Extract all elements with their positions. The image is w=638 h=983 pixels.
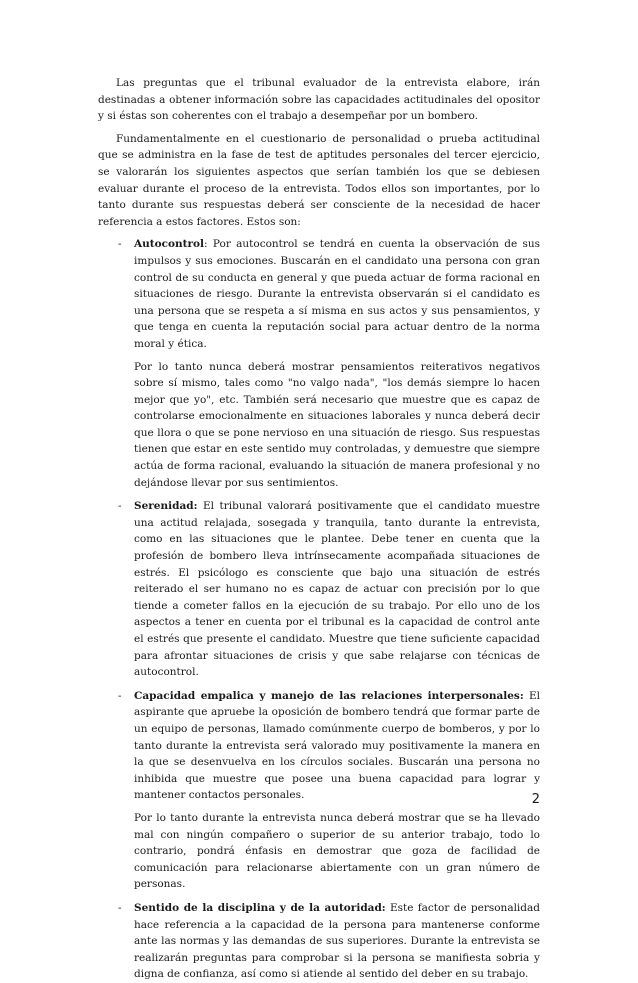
factor-serenidad	[98, 498, 540, 681]
page-number: 2	[531, 792, 540, 807]
factor-text: El tribunal valorará positivamente que el candidato muestre una actitud relajada, sosegada y tranquila, tanto durante la entrevista, como en las situaciones que le plantee. Debe tener en cuenta que la profesión de bombero lleva intrínsecamente acompañada situaciones de estrés. El psicólogo es consciente que bajo una situación de estrés reiterado el ser humano no es capaz de actuar con precisión por lo que tiende a cometer fallos en la ejecución de su trabajo. Por ello uno de los aspectos a tener en cuenta por el tribunal es la capacidad de control ante el estrés que presente el candidato. Muestre que tiene suficiente capacidad para afrontar situaciones de crisis y que sabe relajarse con técnicas de autocontrol.	[134, 500, 540, 679]
factor-capacidad-empalica	[98, 688, 540, 893]
factor-text: El aspirante que apruebe la oposición de bombero tendrá que formar parte de un equipo de personas, llamado comúnmente cuerpo de bomberos, y por lo tanto durante la entrevista será valorado muy positivamente la manera en la que se desenvuelva en los círculos sociales. Buscarán una persona no inhibida que muestre que posee una buena capacidad para lograr y mantener contactos personales.	[134, 689, 540, 802]
factor-term: Sentido de la disciplina y de la autoridad:	[134, 901, 386, 914]
factor-extra-paragraph: Por lo tanto durante la entrevista nunca deberá mostrar que se ha llevado mal con ningún compañero o superior de su anterior trabajo, todo lo contrario, pondrá énfasis en demostrar que goza de facilidad de comunicación para relacionarse abiertamente con un gran número de personas.	[134, 811, 540, 891]
factor-paragraph	[134, 688, 540, 804]
factor-paragraph	[134, 498, 540, 681]
factor-paragraph	[134, 236, 540, 352]
factor-text: Este factor de personalidad hace referencia a la capacidad de la persona para mantenerse conforme ante las normas y las demandas de sus superiores. Durante la entrevista se realizarán preguntas para comprobar si la persona se manifiesta sobria y digna de confianza, así como si atiende al sentido del deber en su trabajo.	[134, 901, 540, 981]
factor-disciplina	[98, 900, 540, 983]
bullet-dash: -	[118, 238, 122, 251]
factors-list	[98, 236, 540, 983]
factor-text: : Por autocontrol se tendrá en cuenta la observación de sus impulsos y sus emociones. Buscarán en el candidato una persona con gran control de su conducta en general y que pueda actuar de forma racional en situaciones de riesgo. Durante la entrevista observarán si el candidato es una persona que se respeta a sí misma en sus actos y sus pensamientos, y que tenga en cuenta la reputación social para actuar dentro de la norma moral y ética.	[134, 238, 540, 350]
factor-term: Serenidad:	[134, 500, 198, 513]
factor-autocontrol	[98, 236, 540, 491]
factor-term: Capacidad empalica y manejo de las relaciones interpersonales:	[134, 689, 524, 702]
bullet-dash: -	[118, 689, 122, 702]
intro-paragraph-2: Fundamentalmente en el cuestionario de personalidad o prueba actitudinal que se administra en la fase de test de aptitudes personales del tercer ejercicio, se valorarán los siguientes aspectos que serían también los que se debiesen evaluar durante el proceso de la entrevista. Todos ellos son importantes, por lo tanto durante sus respuestas deberá ser consciente de la necesidad de hacer referencia a estos factores. Estos son:	[98, 132, 540, 228]
factor-paragraph	[134, 900, 540, 983]
factor-extra-paragraph: Por lo tanto nunca deberá mostrar pensamientos reiterativos negativos sobre sí mismo, tales como "no valgo nada", "los demás siempre lo hacen mejor que yo", etc. También será necesario que muestre que es capaz de controlarse emocionalmente en situaciones laborales y nunca deberá decir que llora o que se pone nervioso en una situación de riesgo. Sus respuestas tienen que estar en este sentido muy controladas, y demuestre que siempre actúa de forma racional, evaluando la situación de manera profesional y no dejándose llevar por sus sentimientos.	[134, 360, 540, 489]
factor-term: Autocontrol	[134, 238, 205, 251]
bullet-dash: -	[118, 901, 122, 914]
bullet-dash: -	[118, 500, 122, 513]
intro-paragraph-1: Las preguntas que el tribunal evaluador de la entrevista elabore, irán destinadas a obtener información sobre las capacidades actitudinales del opositor y si éstas son coherentes con el trabajo a desempeñar por un bombero.	[98, 77, 540, 123]
